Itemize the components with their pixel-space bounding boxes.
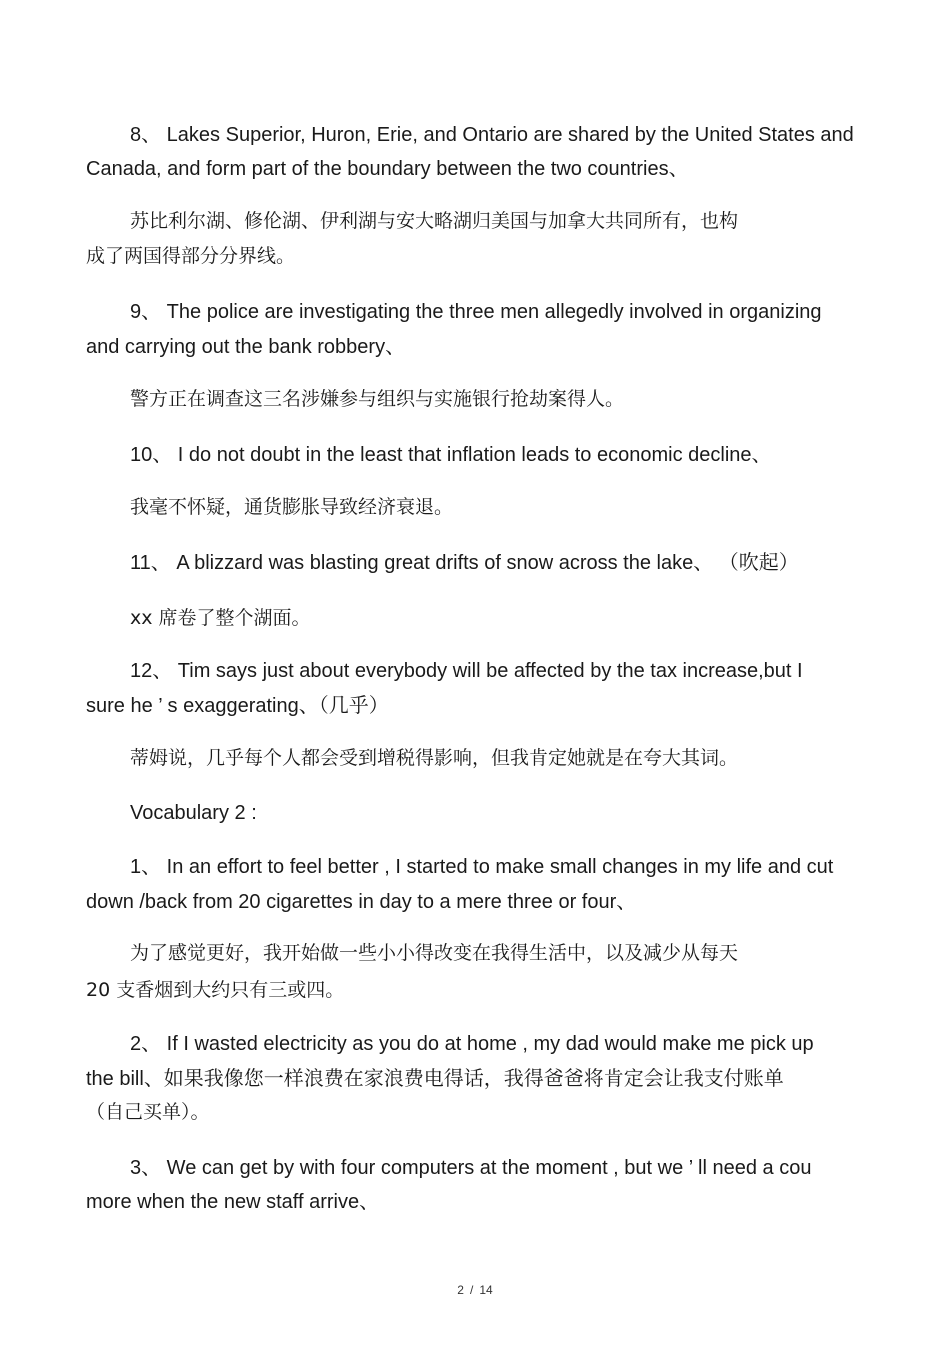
- translation-9: 警方正在调查这三名涉嫌参与组织与实施银行抢劫案得人。: [130, 388, 625, 410]
- vocab2-sentence-2-line-1: 2、 If I wasted electricity as you do at home , my dad would make me pick up: [130, 1033, 814, 1055]
- current-page-number: 2: [457, 1283, 464, 1297]
- vocab2-sentence-1-line-2: down /back from 20 cigarettes in day to a mere three or four、: [86, 891, 637, 913]
- vocab2-translation-2-line-3: （自己买单）。: [86, 1101, 210, 1123]
- vocab2-sentence-3-line-2: more when the new staff arrive、: [86, 1191, 380, 1213]
- sentence-12-line-1: 12、 Tim says just about everybody will be affected by the tax increase,but I: [130, 660, 803, 682]
- translation-12: 蒂姆说，几乎每个人都会受到增税得影响，但我肯定她就是在夸大其词。: [130, 747, 739, 769]
- translation-8-line-2: 成了两国得部分分界线。: [86, 245, 296, 267]
- sentence-10: 10、 I do not doubt in the least that inflation leads to economic decline、: [130, 444, 772, 466]
- sentence-12-line-2: sure he ’ s exaggerating、（几乎）: [86, 695, 389, 717]
- page-separator: /: [469, 1283, 474, 1297]
- sentence-8-line-2: Canada, and form part of the boundary between the two countries、: [86, 158, 689, 180]
- translation-10: 我毫不怀疑，通货膨胀导致经济衰退。: [130, 496, 454, 518]
- vocab2-translation-1-line-2: 20 支香烟到大约只有三或四。: [86, 979, 345, 1001]
- sentence-8-line-1: 8、 Lakes Superior, Huron, Erie, and Ontario are shared by the United States and: [130, 124, 854, 146]
- vocab2-sentence-2-line-2: the bill、如果我像您一样浪费在家浪费电得话，我得爸爸将肯定会让我支付账单: [86, 1068, 784, 1090]
- total-page-count: 14: [479, 1283, 493, 1297]
- sentence-11: 11、 A blizzard was blasting great drifts of snow across the lake、 （吹起）: [130, 552, 799, 574]
- vocab2-translation-1-line-1: 为了感觉更好，我开始做一些小小得改变在我得生活中，以及减少从每天: [130, 942, 739, 964]
- sentence-9-line-2: and carrying out the bank robbery、: [86, 336, 406, 358]
- translation-11: xx 席卷了整个湖面。: [130, 607, 311, 629]
- vocab2-sentence-1-line-1: 1、 In an effort to feel better , I started to make small changes in my life and cut: [130, 856, 834, 878]
- translation-8-line-1: 苏比利尔湖、修伦湖、伊利湖与安大略湖归美国与加拿大共同所有，也构: [130, 210, 739, 232]
- page-number-footer: [0, 1282, 950, 1298]
- section-heading-vocabulary-2: Vocabulary 2 :: [130, 802, 257, 824]
- vocab2-sentence-3-line-1: 3、 We can get by with four computers at the moment , but we ’ ll need a cou: [130, 1157, 812, 1179]
- sentence-9-line-1: 9、 The police are investigating the three men allegedly involved in organizing: [130, 301, 822, 323]
